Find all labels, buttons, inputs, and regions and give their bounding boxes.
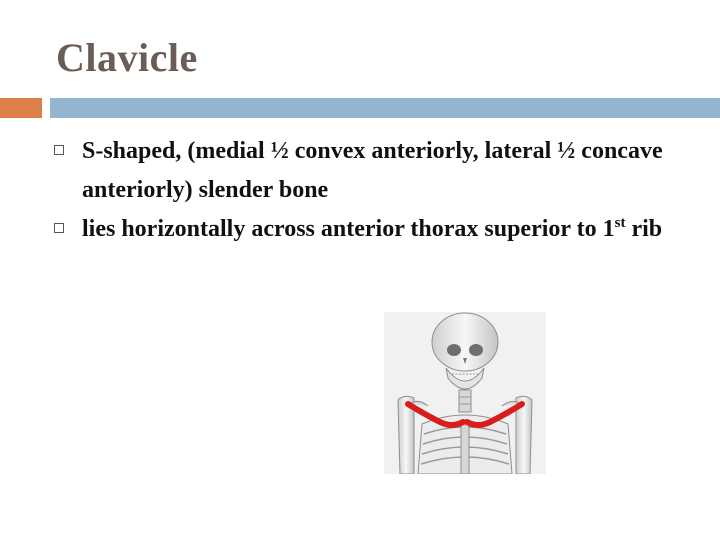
bullet-item [50, 132, 700, 210]
square-bullet-icon [54, 223, 64, 233]
ordinal-superscript: st [614, 215, 626, 231]
slide-title: Clavicle [56, 35, 198, 80]
bullet-text-part: rib [625, 216, 663, 242]
skeleton-clavicle-figure [384, 312, 546, 474]
accent-bar [0, 98, 42, 118]
bullet-item [50, 210, 700, 249]
bullet-list [50, 132, 700, 249]
bullet-text-part: lies horizontally across anterior thorax superior to 1 [82, 216, 615, 242]
square-bullet-icon [54, 145, 64, 155]
skeleton-clavicle-icon [384, 312, 546, 474]
bullet-text [82, 216, 662, 242]
bullet-text: S-shaped, (medial ½ convex anteriorly, lateral ½ concave anteriorly) slender bone [82, 138, 663, 203]
title-underline-bar [50, 98, 720, 118]
